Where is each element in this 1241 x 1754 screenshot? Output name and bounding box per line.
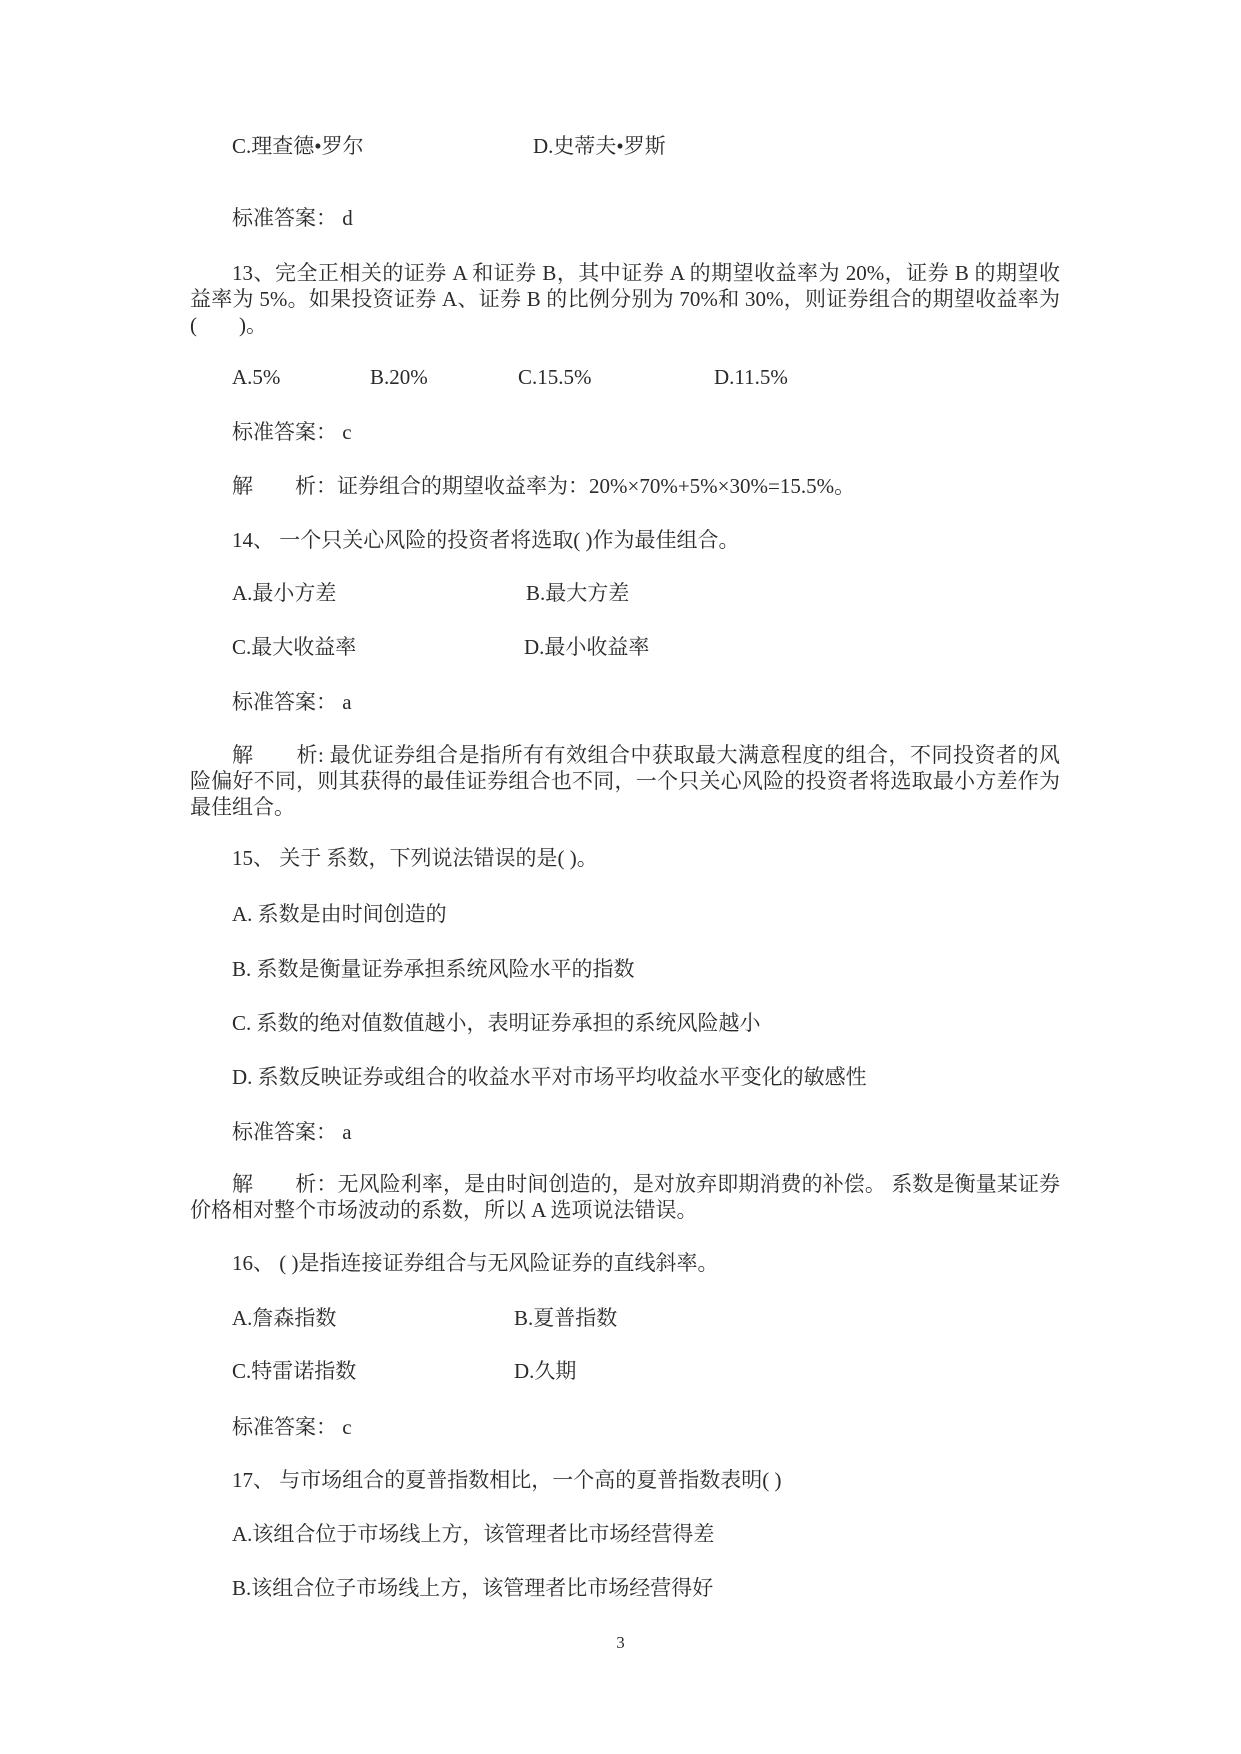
q13-stem: 13、完全正相关的证券 A 和证券 B，其中证券 A 的期望收益率为 20%，证券 B 的期望收益率为 5%。如果投资证券 A、证券 B 的比例分别为 70%和 30%，则证券组合的期望收益率为( )。 (190, 261, 1060, 337)
q16-answer: 标准答案： c (232, 1415, 352, 1439)
q15-option-b: B. 系数是衡量证券承担系统风险水平的指数 (232, 957, 635, 981)
q12-option-c: C.理查德•罗尔 (232, 134, 364, 158)
q16-option-d: D.久期 (514, 1359, 577, 1383)
q17-option-a: A.该组合位于市场线上方，该管理者比市场经营得差 (232, 1522, 715, 1546)
q16-option-b: B.夏普指数 (514, 1306, 618, 1330)
q16-option-c: C.特雷诺指数 (232, 1359, 357, 1383)
q14-option-a: A.最小方差 (232, 581, 337, 605)
q12-option-d: D.史蒂夫•罗斯 (533, 134, 666, 158)
q17-stem: 17、 与市场组合的夏普指数相比，一个高的夏普指数表明( ) (232, 1468, 782, 1492)
q16-option-a: A.詹森指数 (232, 1306, 337, 1330)
q14-analysis: 解 析: 最优证券组合是指所有有效组合中获取最大满意程度的组合，不同投资者的风险偏好不同，则其获得的最佳证券组合也不同，一个只关心风险的投资者将选取最小方差作为最佳组合。 (190, 743, 1060, 819)
q17-option-b: B.该组合位子市场线上方，该管理者比市场经营得好 (232, 1576, 714, 1600)
q13-option-b: B.20% (370, 365, 428, 389)
q15-option-a: A. 系数是由时间创造的 (232, 902, 447, 926)
q15-stem: 15、 关于 系数，下列说法错误的是( )。 (232, 846, 598, 870)
q14-option-d: D.最小收益率 (524, 635, 650, 659)
page-number: 3 (616, 1633, 625, 1652)
q13-answer: 标准答案： c (232, 420, 352, 444)
q13-option-d: D.11.5% (714, 365, 788, 389)
q15-option-c: C. 系数的绝对值数值越小，表明证券承担的系统风险越小 (232, 1011, 761, 1035)
q13-option-c: C.15.5% (518, 365, 592, 389)
q16-stem: 16、 ( )是指连接证券组合与无风险证券的直线斜率。 (232, 1251, 719, 1275)
q14-answer: 标准答案： a (232, 690, 352, 714)
q14-option-c: C.最大收益率 (232, 635, 357, 659)
q12-answer: 标准答案： d (232, 206, 353, 230)
q14-stem: 14、 一个只关心风险的投资者将选取( )作为最佳组合。 (232, 528, 740, 552)
q15-option-d: D. 系数反映证券或组合的收益水平对市场平均收益水平变化的敏感性 (232, 1065, 867, 1089)
q13-analysis: 解 析：证券组合的期望收益率为：20%×70%+5%×30%=15.5%。 (232, 474, 856, 498)
q13-option-a: A.5% (232, 365, 281, 389)
q14-option-b: B.最大方差 (526, 581, 630, 605)
q15-analysis: 解 析：无风险利率，是由时间创造的，是对放弃即期消费的补偿。 系数是衡量某证券价格相对整个市场波动的系数，所以 A 选项说法错误。 (190, 1172, 1060, 1222)
q15-answer: 标准答案： a (232, 1120, 352, 1144)
